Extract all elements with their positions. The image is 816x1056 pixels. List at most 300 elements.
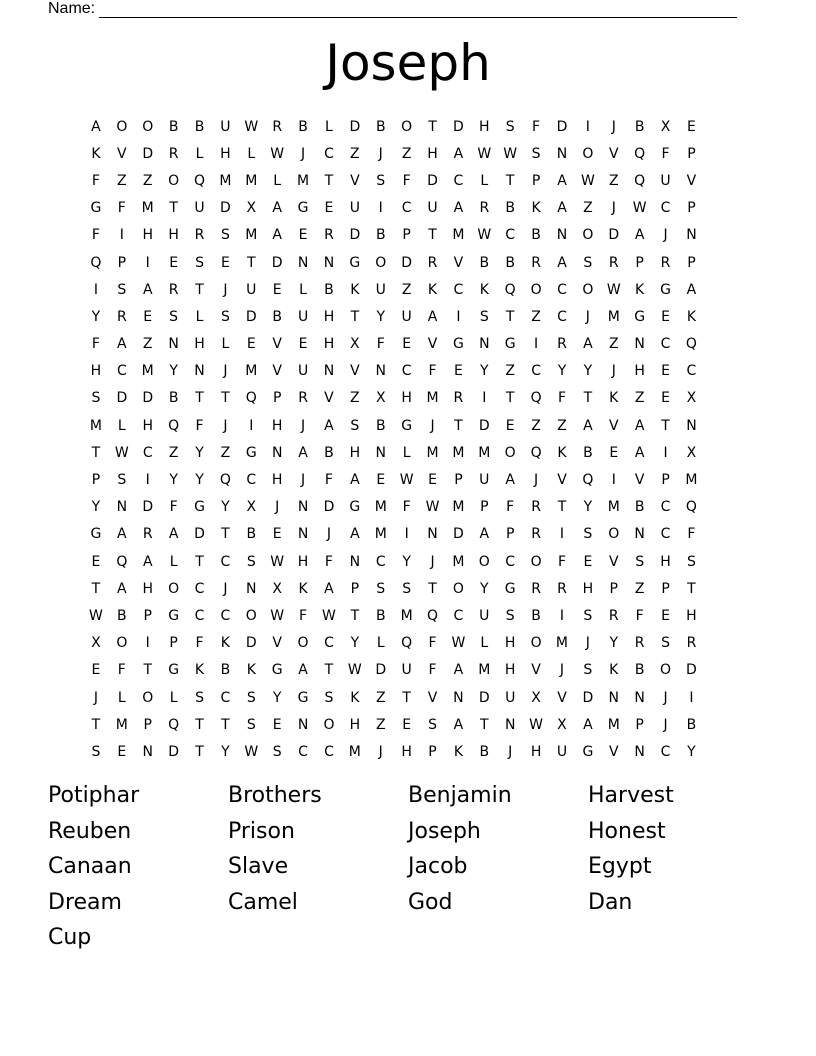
grid-letter[interactable]: M bbox=[141, 363, 154, 380]
grid-letter[interactable]: I bbox=[145, 254, 150, 271]
grid-letter[interactable]: R bbox=[531, 526, 541, 543]
grid-letter[interactable]: T bbox=[428, 118, 437, 135]
grid-letter[interactable]: A bbox=[117, 526, 127, 543]
grid-letter[interactable]: V bbox=[117, 145, 127, 162]
grid-letter[interactable]: F bbox=[91, 172, 100, 189]
grid-letter[interactable]: Q bbox=[530, 390, 542, 407]
grid-letter[interactable]: Q bbox=[530, 444, 542, 461]
grid-letter[interactable]: M bbox=[400, 607, 413, 624]
grid-letter[interactable]: F bbox=[532, 118, 541, 135]
grid-letter[interactable]: F bbox=[324, 553, 333, 570]
grid-letter[interactable]: J bbox=[223, 363, 228, 380]
grid-letter[interactable]: S bbox=[635, 553, 645, 570]
grid-letter[interactable]: J bbox=[223, 281, 228, 298]
grid-letter[interactable]: F bbox=[169, 499, 178, 516]
grid-letter[interactable]: E bbox=[298, 336, 308, 353]
grid-letter[interactable]: R bbox=[272, 118, 283, 135]
grid-letter[interactable]: Z bbox=[634, 390, 645, 407]
grid-letter[interactable]: G bbox=[90, 200, 102, 217]
grid-letter[interactable]: E bbox=[220, 254, 230, 271]
grid-letter[interactable]: U bbox=[427, 200, 438, 217]
grid-letter[interactable]: P bbox=[402, 227, 411, 244]
grid-letter[interactable]: V bbox=[272, 363, 282, 380]
grid-letter[interactable]: Q bbox=[685, 336, 697, 353]
grid-letter[interactable]: H bbox=[686, 607, 697, 624]
grid-letter[interactable]: D bbox=[323, 499, 335, 516]
grid-letter[interactable]: C bbox=[375, 553, 386, 570]
grid-letter[interactable]: T bbox=[324, 662, 334, 679]
grid-letter[interactable]: E bbox=[169, 254, 179, 271]
grid-letter[interactable]: O bbox=[478, 553, 490, 570]
grid-letter[interactable]: V bbox=[634, 472, 645, 489]
grid-letter[interactable]: T bbox=[428, 227, 437, 244]
grid-letter[interactable]: E bbox=[661, 308, 670, 325]
grid-letter[interactable]: N bbox=[246, 580, 257, 597]
grid-letter[interactable]: E bbox=[246, 336, 256, 353]
grid-letter[interactable]: U bbox=[246, 281, 257, 298]
grid-letter[interactable]: O bbox=[530, 281, 542, 298]
grid-letter[interactable]: N bbox=[479, 336, 490, 353]
grid-letter[interactable]: D bbox=[245, 308, 257, 325]
grid-letter[interactable]: M bbox=[555, 635, 569, 652]
grid-letter[interactable]: D bbox=[582, 689, 594, 706]
grid-letter[interactable]: C bbox=[401, 363, 412, 380]
grid-letter[interactable]: D bbox=[453, 118, 464, 135]
grid-letter[interactable]: X bbox=[531, 689, 541, 706]
grid-letter[interactable]: I bbox=[611, 472, 616, 489]
grid-letter[interactable]: A bbox=[453, 662, 464, 679]
grid-letter[interactable]: G bbox=[194, 499, 205, 516]
grid-letter[interactable]: Y bbox=[480, 363, 489, 380]
grid-letter[interactable]: P bbox=[169, 635, 178, 652]
grid-letter[interactable]: L bbox=[195, 145, 204, 162]
grid-letter[interactable]: D bbox=[453, 526, 464, 543]
grid-letter[interactable]: T bbox=[195, 743, 204, 760]
grid-letter[interactable]: X bbox=[246, 499, 257, 516]
grid-letter[interactable]: O bbox=[142, 689, 154, 706]
grid-letter[interactable]: L bbox=[221, 336, 230, 353]
grid-letter[interactable]: R bbox=[142, 526, 153, 543]
grid-letter[interactable]: T bbox=[91, 444, 101, 461]
grid-letter[interactable]: N bbox=[686, 227, 697, 244]
grid-letter[interactable]: F bbox=[557, 390, 566, 407]
grid-letter[interactable]: S bbox=[91, 743, 101, 760]
grid-letter[interactable]: O bbox=[375, 254, 387, 271]
grid-letter[interactable]: T bbox=[583, 390, 593, 407]
grid-letter[interactable]: E bbox=[91, 553, 101, 570]
grid-letter[interactable]: Y bbox=[169, 363, 178, 380]
grid-letter[interactable]: A bbox=[324, 580, 334, 597]
grid-letter[interactable]: M bbox=[452, 444, 465, 461]
grid-letter[interactable]: J bbox=[301, 472, 306, 489]
grid-letter[interactable]: A bbox=[634, 417, 645, 434]
grid-letter[interactable]: E bbox=[609, 444, 619, 461]
grid-letter[interactable]: F bbox=[376, 336, 385, 353]
grid-letter[interactable]: L bbox=[117, 689, 126, 706]
grid-letter[interactable]: N bbox=[375, 444, 386, 461]
grid-letter[interactable]: P bbox=[531, 172, 541, 189]
grid-letter[interactable]: D bbox=[478, 689, 490, 706]
grid-letter[interactable]: B bbox=[117, 607, 127, 624]
grid-letter[interactable]: A bbox=[427, 308, 438, 325]
grid-letter[interactable]: I bbox=[559, 526, 565, 543]
grid-letter[interactable]: O bbox=[116, 635, 128, 652]
grid-letter[interactable]: Y bbox=[350, 635, 360, 652]
grid-letter[interactable]: Q bbox=[634, 145, 646, 162]
grid-letter[interactable]: M bbox=[478, 662, 491, 679]
grid-letter[interactable]: Y bbox=[402, 553, 411, 570]
grid-letter[interactable]: M bbox=[115, 716, 128, 733]
grid-letter[interactable]: F bbox=[402, 499, 411, 516]
grid-letter[interactable]: M bbox=[478, 444, 491, 461]
grid-letter[interactable]: B bbox=[246, 526, 257, 543]
grid-letter[interactable]: Q bbox=[634, 172, 646, 189]
grid-letter[interactable]: S bbox=[91, 390, 101, 407]
grid-letter[interactable]: F bbox=[195, 417, 204, 434]
grid-letter[interactable]: P bbox=[635, 716, 644, 733]
grid-letter[interactable]: K bbox=[427, 281, 438, 298]
grid-letter[interactable]: T bbox=[143, 662, 152, 679]
grid-letter[interactable]: N bbox=[297, 254, 309, 271]
grid-letter[interactable]: H bbox=[220, 145, 231, 162]
grid-letter[interactable]: S bbox=[246, 716, 256, 733]
grid-letter[interactable]: C bbox=[246, 472, 257, 489]
grid-letter[interactable]: A bbox=[453, 200, 464, 217]
grid-letter[interactable]: N bbox=[634, 526, 645, 543]
grid-letter[interactable]: S bbox=[117, 281, 127, 298]
grid-letter[interactable]: Y bbox=[687, 743, 696, 760]
grid-letter[interactable]: H bbox=[271, 472, 283, 489]
grid-letter[interactable]: V bbox=[608, 553, 619, 570]
grid-letter[interactable]: B bbox=[168, 118, 179, 135]
grid-letter[interactable]: X bbox=[686, 390, 697, 407]
grid-letter[interactable]: C bbox=[324, 743, 334, 760]
grid-letter[interactable]: X bbox=[557, 716, 567, 733]
grid-letter[interactable]: H bbox=[142, 417, 153, 434]
grid-letter[interactable]: T bbox=[247, 254, 256, 271]
grid-letter[interactable]: A bbox=[324, 417, 334, 434]
grid-letter[interactable]: P bbox=[687, 254, 696, 271]
grid-letter[interactable]: K bbox=[246, 662, 256, 679]
grid-letter[interactable]: T bbox=[195, 390, 204, 407]
grid-letter[interactable]: S bbox=[376, 580, 386, 597]
grid-letter[interactable]: O bbox=[297, 635, 309, 652]
grid-letter[interactable]: K bbox=[479, 281, 489, 298]
grid-letter[interactable]: S bbox=[246, 553, 256, 570]
grid-letter[interactable]: B bbox=[505, 254, 515, 271]
grid-letter[interactable]: D bbox=[168, 743, 179, 760]
grid-letter[interactable]: F bbox=[91, 227, 100, 244]
grid-letter[interactable]: R bbox=[194, 227, 205, 244]
grid-letter[interactable]: H bbox=[323, 336, 335, 353]
grid-letter[interactable]: T bbox=[557, 499, 567, 516]
grid-letter[interactable]: N bbox=[297, 716, 309, 733]
grid-letter[interactable]: T bbox=[661, 417, 670, 434]
grid-letter[interactable]: P bbox=[350, 580, 360, 597]
grid-letter[interactable]: L bbox=[195, 308, 204, 325]
grid-letter[interactable]: L bbox=[376, 635, 385, 652]
grid-letter[interactable]: G bbox=[452, 336, 464, 353]
grid-letter[interactable]: M bbox=[141, 200, 154, 217]
grid-letter[interactable]: G bbox=[90, 526, 102, 543]
grid-letter[interactable]: F bbox=[299, 607, 308, 624]
grid-letter[interactable]: H bbox=[401, 743, 412, 760]
grid-letter[interactable]: G bbox=[349, 254, 361, 271]
grid-letter[interactable]: D bbox=[220, 200, 231, 217]
grid-letter[interactable]: D bbox=[478, 417, 490, 434]
grid-letter[interactable]: Q bbox=[90, 254, 102, 271]
grid-letter[interactable]: Y bbox=[583, 363, 593, 380]
grid-letter[interactable]: U bbox=[401, 662, 412, 679]
grid-letter[interactable]: H bbox=[349, 444, 361, 461]
grid-letter[interactable]: G bbox=[401, 417, 413, 434]
grid-letter[interactable]: A bbox=[453, 716, 464, 733]
grid-letter[interactable]: O bbox=[530, 553, 542, 570]
grid-letter[interactable]: A bbox=[583, 417, 593, 434]
grid-letter[interactable]: P bbox=[635, 254, 644, 271]
grid-letter[interactable]: C bbox=[505, 227, 516, 244]
grid-letter[interactable]: U bbox=[556, 743, 568, 760]
grid-letter[interactable]: F bbox=[195, 635, 204, 652]
grid-letter[interactable]: Y bbox=[195, 444, 204, 461]
grid-letter[interactable]: T bbox=[91, 580, 101, 597]
grid-letter[interactable]: Z bbox=[168, 444, 179, 461]
grid-letter[interactable]: Q bbox=[582, 472, 594, 489]
grid-letter[interactable]: O bbox=[401, 118, 413, 135]
grid-letter[interactable]: B bbox=[479, 743, 490, 760]
grid-letter[interactable]: E bbox=[117, 743, 127, 760]
grid-letter[interactable]: B bbox=[168, 390, 179, 407]
grid-letter[interactable]: D bbox=[349, 118, 361, 135]
grid-letter[interactable]: P bbox=[480, 499, 489, 516]
grid-letter[interactable]: Y bbox=[376, 308, 386, 325]
grid-letter[interactable]: E bbox=[143, 308, 153, 325]
grid-letter[interactable]: B bbox=[531, 607, 541, 624]
grid-letter[interactable]: C bbox=[220, 689, 231, 706]
grid-letter[interactable]: T bbox=[169, 200, 178, 217]
grid-letter[interactable]: J bbox=[223, 417, 228, 434]
grid-letter[interactable]: T bbox=[221, 716, 230, 733]
grid-letter[interactable]: A bbox=[583, 336, 593, 353]
grid-letter[interactable]: Q bbox=[245, 390, 257, 407]
grid-letter[interactable]: E bbox=[661, 390, 670, 407]
grid-letter[interactable]: M bbox=[348, 743, 361, 760]
grid-letter[interactable]: K bbox=[453, 743, 463, 760]
grid-letter[interactable]: H bbox=[530, 743, 542, 760]
grid-letter[interactable]: F bbox=[557, 553, 566, 570]
grid-letter[interactable]: H bbox=[427, 145, 438, 162]
grid-letter[interactable]: A bbox=[634, 444, 645, 461]
grid-letter[interactable]: Y bbox=[272, 689, 282, 706]
grid-letter[interactable]: B bbox=[375, 118, 386, 135]
grid-letter[interactable]: U bbox=[375, 281, 386, 298]
grid-letter[interactable]: N bbox=[453, 689, 464, 706]
grid-letter[interactable]: P bbox=[505, 526, 515, 543]
grid-letter[interactable]: A bbox=[272, 227, 282, 244]
grid-letter[interactable]: L bbox=[169, 553, 178, 570]
grid-letter[interactable]: T bbox=[505, 308, 515, 325]
grid-letter[interactable]: V bbox=[608, 145, 619, 162]
grid-letter[interactable]: A bbox=[686, 281, 697, 298]
grid-letter[interactable]: R bbox=[557, 580, 567, 597]
grid-letter[interactable]: A bbox=[272, 200, 282, 217]
grid-letter[interactable]: U bbox=[349, 200, 360, 217]
grid-letter[interactable]: J bbox=[430, 417, 435, 434]
grid-letter[interactable]: N bbox=[323, 363, 335, 380]
grid-letter[interactable]: S bbox=[505, 118, 515, 135]
grid-letter[interactable]: E bbox=[272, 281, 282, 298]
grid-letter[interactable]: O bbox=[582, 227, 594, 244]
grid-letter[interactable]: H bbox=[168, 227, 179, 244]
grid-letter[interactable]: B bbox=[194, 118, 205, 135]
grid-letter[interactable]: R bbox=[168, 145, 179, 162]
grid-letter[interactable]: S bbox=[376, 172, 386, 189]
grid-letter[interactable]: M bbox=[452, 499, 465, 516]
grid-letter[interactable]: P bbox=[143, 607, 152, 624]
grid-letter[interactable]: O bbox=[323, 716, 335, 733]
grid-letter[interactable]: M bbox=[297, 172, 310, 189]
grid-letter[interactable]: L bbox=[169, 689, 178, 706]
grid-letter[interactable]: Z bbox=[401, 145, 412, 162]
grid-letter[interactable]: C bbox=[220, 607, 231, 624]
grid-letter[interactable]: Q bbox=[193, 172, 206, 189]
grid-letter[interactable]: B bbox=[634, 499, 645, 516]
grid-letter[interactable]: T bbox=[402, 689, 411, 706]
grid-letter[interactable]: Z bbox=[375, 689, 386, 706]
grid-letter[interactable]: F bbox=[428, 662, 437, 679]
grid-letter[interactable]: K bbox=[91, 145, 101, 162]
grid-letter[interactable]: S bbox=[350, 417, 360, 434]
grid-letter[interactable]: M bbox=[374, 499, 387, 516]
grid-letter[interactable]: U bbox=[220, 118, 231, 135]
grid-letter[interactable]: J bbox=[611, 363, 616, 380]
grid-letter[interactable]: R bbox=[298, 390, 308, 407]
grid-letter[interactable]: V bbox=[686, 172, 697, 189]
grid-letter[interactable]: U bbox=[660, 172, 671, 189]
grid-letter[interactable]: P bbox=[91, 472, 101, 489]
grid-letter[interactable]: Y bbox=[195, 472, 204, 489]
grid-letter[interactable]: W bbox=[477, 145, 492, 162]
grid-letter[interactable]: V bbox=[608, 417, 619, 434]
grid-letter[interactable]: S bbox=[117, 472, 127, 489]
grid-letter[interactable]: C bbox=[116, 363, 127, 380]
grid-letter[interactable]: H bbox=[634, 363, 645, 380]
grid-letter[interactable]: A bbox=[479, 526, 490, 543]
grid-letter[interactable]: S bbox=[583, 254, 593, 271]
grid-letter[interactable]: I bbox=[93, 281, 99, 298]
grid-letter[interactable]: W bbox=[580, 172, 595, 189]
grid-letter[interactable]: F bbox=[428, 635, 437, 652]
grid-letter[interactable]: A bbox=[350, 472, 360, 489]
grid-letter[interactable]: D bbox=[142, 499, 154, 516]
grid-letter[interactable]: J bbox=[301, 145, 306, 162]
grid-letter[interactable]: S bbox=[583, 526, 593, 543]
grid-letter[interactable]: K bbox=[220, 635, 230, 652]
grid-letter[interactable]: B bbox=[634, 662, 645, 679]
grid-letter[interactable]: I bbox=[119, 227, 124, 244]
grid-letter[interactable]: Z bbox=[608, 172, 619, 189]
grid-letter[interactable]: U bbox=[505, 689, 516, 706]
grid-letter[interactable]: T bbox=[505, 172, 515, 189]
grid-letter[interactable]: Y bbox=[557, 363, 567, 380]
grid-letter[interactable]: M bbox=[607, 716, 620, 733]
grid-letter[interactable]: N bbox=[142, 743, 153, 760]
grid-letter[interactable]: J bbox=[585, 635, 590, 652]
grid-letter[interactable]: T bbox=[324, 172, 334, 189]
grid-letter[interactable]: R bbox=[453, 390, 464, 407]
grid-letter[interactable]: J bbox=[223, 580, 228, 597]
grid-letter[interactable]: J bbox=[275, 499, 280, 516]
grid-letter[interactable]: C bbox=[194, 607, 205, 624]
grid-letter[interactable]: K bbox=[194, 662, 205, 679]
grid-letter[interactable]: Y bbox=[91, 308, 101, 325]
grid-letter[interactable]: C bbox=[531, 363, 541, 380]
grid-letter[interactable]: H bbox=[349, 716, 361, 733]
grid-letter[interactable]: Z bbox=[117, 172, 127, 189]
grid-letter[interactable]: C bbox=[453, 281, 464, 298]
grid-letter[interactable]: C bbox=[401, 200, 412, 217]
grid-letter[interactable]: C bbox=[324, 635, 334, 652]
grid-letter[interactable]: F bbox=[117, 662, 126, 679]
grid-letter[interactable]: D bbox=[142, 390, 154, 407]
grid-letter[interactable]: T bbox=[428, 580, 437, 597]
grid-letter[interactable]: S bbox=[661, 635, 670, 652]
grid-letter[interactable]: D bbox=[349, 227, 361, 244]
grid-letter[interactable]: Q bbox=[427, 607, 439, 624]
grid-letter[interactable]: G bbox=[582, 743, 594, 760]
grid-letter[interactable]: S bbox=[402, 580, 412, 597]
grid-letter[interactable]: A bbox=[298, 662, 308, 679]
grid-letter[interactable]: V bbox=[557, 689, 567, 706]
grid-letter[interactable]: R bbox=[634, 635, 645, 652]
grid-letter[interactable]: H bbox=[194, 336, 205, 353]
grid-letter[interactable]: Z bbox=[375, 716, 386, 733]
grid-letter[interactable]: L bbox=[117, 417, 126, 434]
grid-letter[interactable]: Z bbox=[142, 172, 153, 189]
grid-letter[interactable]: O bbox=[660, 662, 672, 679]
grid-letter[interactable]: O bbox=[168, 172, 180, 189]
grid-letter[interactable]: S bbox=[220, 227, 230, 244]
grid-letter[interactable]: A bbox=[142, 281, 153, 298]
grid-letter[interactable]: B bbox=[298, 118, 308, 135]
grid-letter[interactable]: Z bbox=[608, 336, 619, 353]
grid-letter[interactable]: A bbox=[350, 526, 360, 543]
grid-letter[interactable]: W bbox=[399, 472, 414, 489]
grid-letter[interactable]: W bbox=[322, 607, 336, 624]
grid-letter[interactable]: U bbox=[297, 308, 309, 325]
grid-letter[interactable]: M bbox=[452, 227, 465, 244]
grid-letter[interactable]: V bbox=[453, 254, 464, 271]
grid-letter[interactable]: B bbox=[324, 281, 334, 298]
grid-letter[interactable]: L bbox=[480, 172, 489, 189]
grid-letter[interactable]: N bbox=[297, 499, 309, 516]
grid-letter[interactable]: Y bbox=[480, 580, 489, 597]
grid-letter[interactable]: S bbox=[195, 254, 204, 271]
grid-letter[interactable]: L bbox=[247, 145, 256, 162]
grid-letter[interactable]: W bbox=[477, 227, 492, 244]
grid-letter[interactable]: E bbox=[661, 607, 670, 624]
grid-letter[interactable]: Q bbox=[401, 635, 413, 652]
grid-letter[interactable]: T bbox=[454, 417, 463, 434]
grid-letter[interactable]: I bbox=[559, 607, 565, 624]
grid-letter[interactable]: I bbox=[585, 118, 590, 135]
grid-letter[interactable]: A bbox=[453, 145, 464, 162]
grid-letter[interactable]: E bbox=[402, 336, 412, 353]
grid-letter[interactable]: C bbox=[660, 200, 671, 217]
grid-letter[interactable]: S bbox=[505, 607, 515, 624]
grid-letter[interactable]: C bbox=[220, 553, 231, 570]
grid-letter[interactable]: W bbox=[529, 716, 543, 733]
